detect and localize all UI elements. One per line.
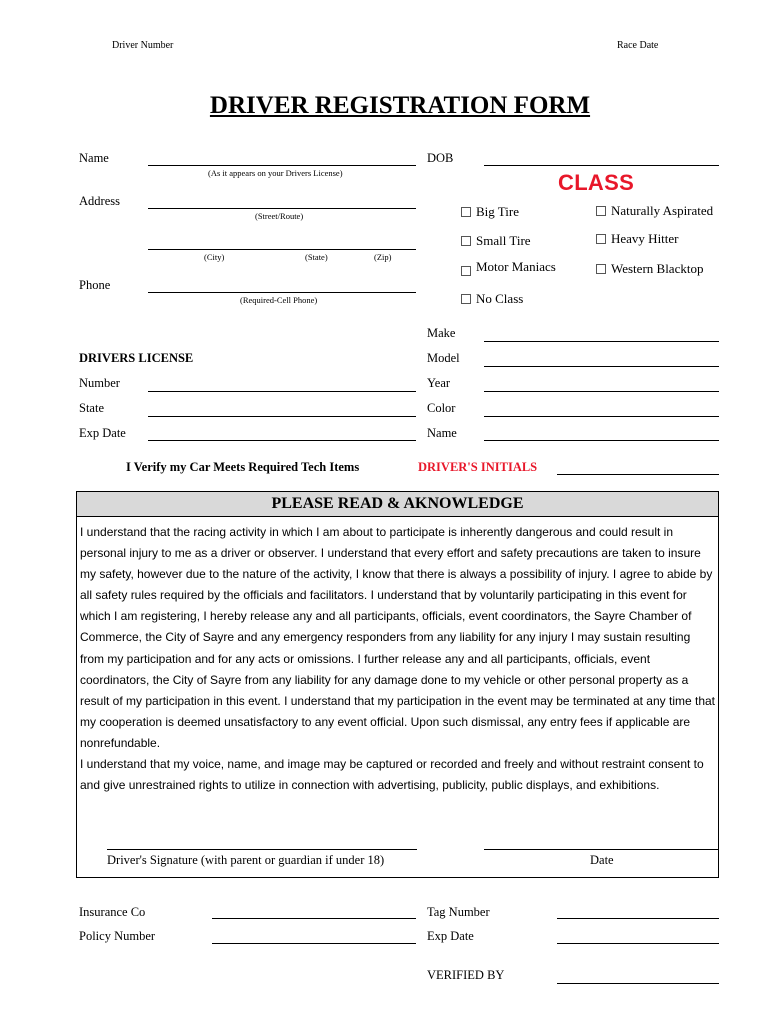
name-field[interactable]	[148, 165, 416, 166]
checkbox-icon[interactable]	[596, 206, 606, 216]
insurance-exp-label: Exp Date	[427, 929, 474, 943]
waiver-paragraph-2: I understand that my voice, name, and image may be captured or recorded and freely and without restraint consent to and give unrestrained rights to utilize in connection with advertising, publicity, public displays, and exhibitions.	[80, 757, 704, 793]
dob-field[interactable]	[484, 165, 719, 166]
make-label: Make	[427, 326, 456, 340]
waiver-paragraph-1: I understand that the racing activity in which I am about to participate is inherently dangerous and could result in personal injury to me as a driver or observer. I understand that every effort and safety precautions are taken to insure my safety, however due to the nature of the activity, I know that there is always a possibility of injury. I agree to abide by all safety rules required by the officials and facilitators. I understand that by voluntarily participating in this event for which I am registering, I hereby release any and all participants, officials, event coordinators, the Sayre Chamber of Commerce, the City of Sayre and any emergency responders from any liability for any injury I may sustain resulting from my participation and for any acts or omissions. I further release any and all participants, officials, event coordinators, the City of Sayre from any liability for any damage done to my vehicle or other personal property as a result of my participation in this event. I understand that my participation in the event may be terminated at any time that my cooperation is deemed unsatisfactory to any event official. Upon such dismissal, any entry fees if applicable are nonrefundable.	[80, 525, 715, 750]
license-heading: DRIVERS LICENSE	[79, 351, 194, 365]
state-hint: (State)	[305, 252, 328, 262]
signature-label: Driver's Signature (with parent or guardian if under 18)	[107, 853, 385, 867]
policy-number-label: Policy Number	[79, 929, 156, 943]
class-option-heavy-hitter[interactable]: Heavy Hitter	[596, 231, 679, 247]
model-label: Model	[427, 351, 460, 365]
phone-field[interactable]	[148, 292, 416, 293]
checkbox-icon[interactable]	[461, 294, 471, 304]
tag-number-field[interactable]	[557, 918, 719, 919]
form-title: DRIVER REGISTRATION FORM	[209, 92, 591, 119]
waiver-text	[80, 522, 716, 796]
dob-label: DOB	[427, 151, 454, 165]
license-exp-label: Exp Date	[79, 426, 126, 440]
class-option-big-tire[interactable]: Big Tire	[461, 204, 519, 220]
checkbox-icon[interactable]	[596, 264, 606, 274]
city-state-zip-field[interactable]	[148, 249, 416, 250]
waiver-heading: PLEASE READ & AKNOWLEDGE	[77, 492, 718, 517]
waiver-panel	[76, 491, 719, 878]
checkbox-icon[interactable]	[461, 266, 471, 276]
class-option-naturally-aspirated[interactable]: Naturally Aspirated	[596, 203, 713, 219]
make-field[interactable]	[484, 341, 719, 342]
model-field[interactable]	[484, 366, 719, 367]
date-label: Date	[590, 853, 614, 867]
checkbox-icon[interactable]	[461, 207, 471, 217]
license-number-field[interactable]	[148, 391, 416, 392]
checkbox-icon[interactable]	[596, 234, 606, 244]
policy-number-field[interactable]	[212, 943, 416, 944]
date-field[interactable]	[484, 849, 719, 850]
phone-hint: (Required-Cell Phone)	[240, 295, 318, 305]
year-field[interactable]	[484, 391, 719, 392]
class-heading: CLASS	[558, 170, 635, 195]
drivers-initials-label: DRIVER'S INITIALS	[418, 460, 538, 474]
street-hint: (Street/Route)	[255, 211, 304, 221]
street-field[interactable]	[148, 208, 416, 209]
license-number-label: Number	[79, 376, 120, 390]
tag-number-label: Tag Number	[427, 905, 490, 919]
class-option-motor-maniacs[interactable]: Motor Maniacs	[461, 258, 556, 276]
car-name-label: Name	[427, 426, 457, 440]
year-label: Year	[427, 376, 451, 390]
drivers-initials-field[interactable]	[557, 474, 719, 475]
checkbox-icon[interactable]	[461, 236, 471, 246]
city-hint: (City)	[204, 252, 225, 262]
name-label: Name	[79, 151, 109, 165]
color-field[interactable]	[484, 416, 719, 417]
license-exp-field[interactable]	[148, 440, 416, 441]
verified-by-field[interactable]	[557, 983, 719, 984]
driver-number-label: Driver Number	[112, 40, 174, 51]
license-state-label: State	[79, 401, 104, 415]
verify-tech-text: I Verify my Car Meets Required Tech Items	[126, 460, 360, 474]
verified-by-label: VERIFIED BY	[427, 968, 505, 982]
class-option-western-blacktop[interactable]: Western Blacktop	[596, 261, 703, 277]
zip-hint: (Zip)	[374, 252, 392, 262]
insurance-exp-field[interactable]	[557, 943, 719, 944]
insurance-co-label: Insurance Co	[79, 905, 146, 919]
phone-label: Phone	[79, 278, 111, 292]
address-label: Address	[79, 194, 120, 208]
race-date-label: Race Date	[617, 40, 659, 51]
car-name-field[interactable]	[484, 440, 719, 441]
color-label: Color	[427, 401, 456, 415]
insurance-co-field[interactable]	[212, 918, 416, 919]
signature-field[interactable]	[107, 849, 417, 850]
license-state-field[interactable]	[148, 416, 416, 417]
class-option-no-class[interactable]: No Class	[461, 291, 523, 307]
name-hint: (As it appears on your Drivers License)	[208, 168, 343, 178]
class-option-small-tire[interactable]: Small Tire	[461, 233, 531, 249]
